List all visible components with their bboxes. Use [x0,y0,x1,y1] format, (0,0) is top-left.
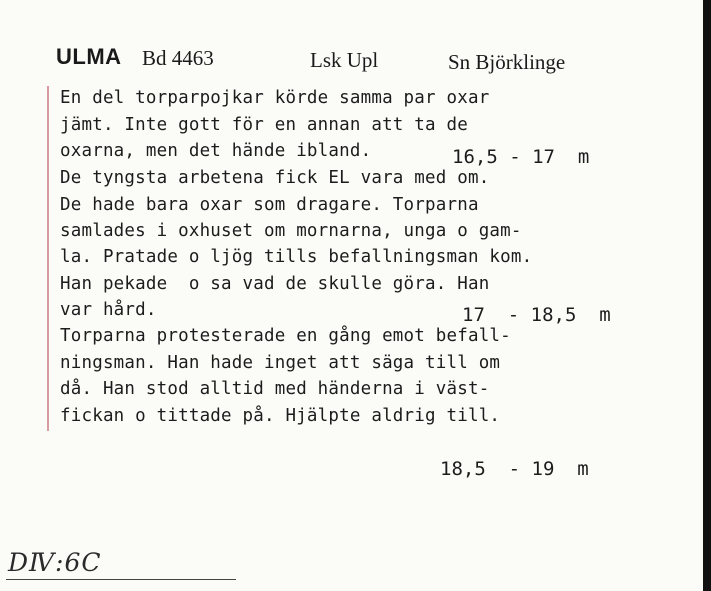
handwritten-underline [6,579,236,580]
recording-range: 16,5 - 17 m [452,146,590,168]
text-line: oxarna, men det hände ibland. [60,141,372,161]
margin-line [47,86,49,431]
text-line: var hård. [60,300,157,320]
text-line: En del torparpojkar körde samma par oxar [60,88,490,108]
handwritten-note: DⅣ:6C [8,548,102,577]
text-line: ningsman. Han hade inget att säga till om [60,353,501,373]
text-line: fickan o tittade på. Hjälpte aldrig till. [60,406,501,426]
province-label: Lsk Upl [310,48,379,72]
text-line: samlades i oxhuset om mornarna, unga o gam- [60,221,522,241]
text-line: då. Han stod alltid med händerna i väst- [60,379,490,399]
text-line: jämt. Inte gott för en annan att ta de [60,115,468,135]
recording-range: 17 - 18,5 m [462,304,611,326]
parish-label: Sn Björklinge [448,50,566,74]
text-line: la. Pratade o ljög tills befallningsman kom. [60,247,533,267]
text-line: De hade bara oxar som dragare. Torparna [60,195,479,215]
scan-edge [703,0,711,591]
text-line: Torparna protesterade en gång emot befall- [60,326,511,346]
text-line: Han pekade o sa vad de skulle göra. Han [60,274,490,294]
reference-number: Bd 4463 [142,46,214,70]
recording-range: 18,5 - 19 m [440,458,589,480]
text-line: De tyngsta arbetena fick EL vara med om. [60,168,490,188]
archive-label: ULMA [56,44,122,69]
